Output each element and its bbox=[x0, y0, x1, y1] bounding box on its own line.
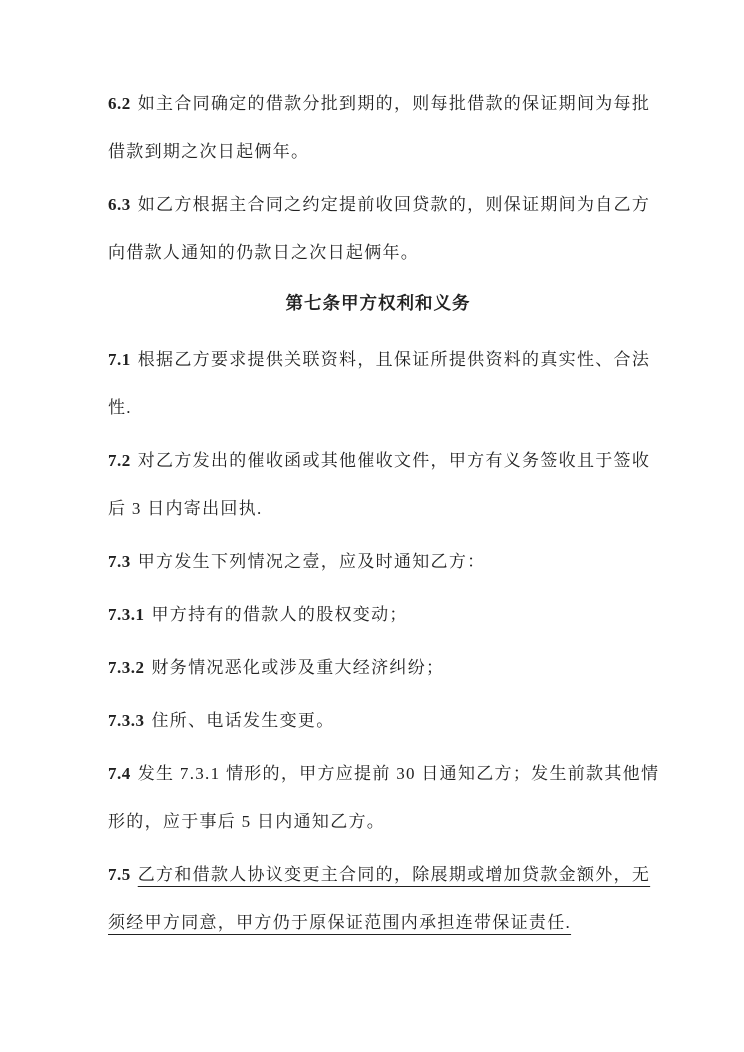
clause-text: 如主合同确定的借款分批到期的，则每批借款的保证期间为每批 bbox=[137, 94, 651, 113]
clause-text: 财务情况恶化或涉及重大经济纠纷； bbox=[151, 658, 445, 677]
clause-text: 向借款人通知的仍款日之次日起俩年。 bbox=[108, 243, 420, 262]
clause-line bbox=[108, 591, 648, 639]
clause-text: 形的，应于事后 5 日内通知乙方。 bbox=[108, 812, 386, 831]
clause-line bbox=[108, 80, 651, 128]
clause-number: 7.3.1 bbox=[108, 605, 145, 624]
clause-text: 发生 7.3.1 情形的，甲方应提前 30 日通知乙方；发生前款其他情 bbox=[137, 764, 660, 783]
document-body bbox=[108, 80, 660, 947]
clause-line bbox=[108, 229, 648, 277]
clause-7.4 bbox=[108, 750, 660, 846]
clause-7.3 bbox=[108, 538, 648, 586]
clause-number: 6.2 bbox=[108, 94, 131, 113]
section-heading-line bbox=[108, 279, 648, 327]
clause-number: 7.2 bbox=[108, 451, 131, 470]
clause-number: 7.3.2 bbox=[108, 658, 145, 677]
clause-text: 甲方持有的借款人的股权变动； bbox=[151, 605, 408, 624]
clause-text: 须经甲方同意，甲方仍于原保证范围内承担连带保证责任. bbox=[108, 913, 572, 932]
clause-line bbox=[108, 181, 651, 229]
clause-7.3.2 bbox=[108, 644, 648, 692]
clause-line bbox=[108, 128, 648, 176]
clause-number: 7.5 bbox=[108, 865, 131, 884]
clause-7.1 bbox=[108, 336, 651, 432]
clause-text: 住所、电话发生变更。 bbox=[151, 711, 335, 730]
clause-line bbox=[108, 697, 648, 745]
clause-text: 乙方和借款人协议变更主合同的，除展期或增加贷款金额外，无 bbox=[137, 865, 651, 884]
clause-text: 如乙方根据主合同之约定提前收回贷款的，则保证期间为自乙方 bbox=[137, 195, 651, 214]
clause-6.2 bbox=[108, 80, 651, 176]
clause-text: 后 3 日内寄出回执. bbox=[108, 499, 263, 518]
clause-text: 性. bbox=[108, 398, 132, 417]
clause-number: 6.3 bbox=[108, 195, 131, 214]
clause-line bbox=[108, 750, 660, 798]
clause-7.5 bbox=[108, 851, 651, 947]
clause-text: 甲方发生下列情况之壹，应及时通知乙方： bbox=[137, 552, 486, 571]
clause-line bbox=[108, 437, 651, 485]
clause-number: 7.1 bbox=[108, 350, 131, 369]
clause-line bbox=[108, 485, 648, 533]
clause-line bbox=[108, 538, 648, 586]
clause-text: 借款到期之次日起俩年。 bbox=[108, 142, 310, 161]
clause-line bbox=[108, 384, 648, 432]
clause-line bbox=[108, 336, 651, 384]
clause-7.3.1 bbox=[108, 591, 648, 639]
clause-text: 对乙方发出的催收函或其他催收文件，甲方有义务签收且于签收 bbox=[137, 451, 651, 470]
clause-line bbox=[108, 798, 648, 846]
clause-number: 7.4 bbox=[108, 764, 131, 783]
clause-6.3 bbox=[108, 181, 651, 277]
clause-number: 7.3.3 bbox=[108, 711, 145, 730]
clause-number: 7.3 bbox=[108, 552, 131, 571]
clause-line bbox=[108, 851, 651, 899]
clause-7.3.3 bbox=[108, 697, 648, 745]
clause-text: 根据乙方要求提供关联资料，且保证所提供资料的真实性、合法 bbox=[137, 350, 651, 369]
clause-line bbox=[108, 899, 648, 947]
clause-line bbox=[108, 644, 648, 692]
section-heading bbox=[108, 279, 648, 327]
heading-text: 第七条甲方权利和义务 bbox=[285, 293, 471, 313]
clause-7.2 bbox=[108, 437, 651, 533]
